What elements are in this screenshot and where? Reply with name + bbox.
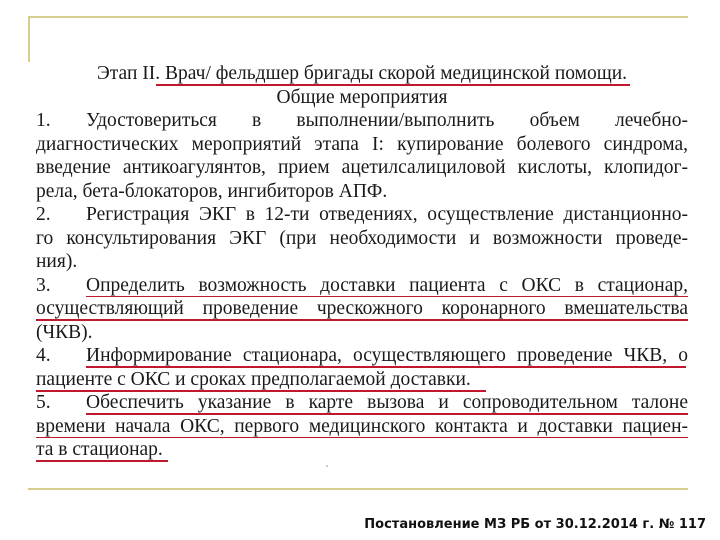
slide-frame-left-rule (28, 16, 30, 62)
heading-text: Этап II. Врач/ фельдшер бригады скорой медицинской помощи. (96, 63, 628, 84)
item-1-number: 1. (36, 110, 51, 131)
item-1-line-2: диагностических мероприятий этапа I: купирование болевого синдрома, (36, 133, 688, 155)
document-page (36, 62, 688, 462)
item-5-line-3: та в стационар. (36, 438, 688, 462)
item-4-line-2: пациенте с ОКС и сроках предполагаемой доставки. (36, 368, 688, 392)
item-2-line-2: го консультирования ЭКГ (при необходимости и возможности проведе- (36, 227, 688, 249)
item-5-underline-3 (36, 460, 168, 462)
item-2-number: 2. (36, 204, 51, 225)
item-1-line-1: 1. Удостовериться в выполнении/выполнить объем лечебно- (36, 110, 688, 131)
item-5-number: 5. (36, 392, 51, 413)
item-5-line-1: 5. Обеспечить указание в карте вызова и сопроводительном талоне (36, 392, 688, 413)
item-4-line-1: 4. Информирование стационара, осуществляющего проведение ЧКВ, о (36, 345, 688, 366)
item-3-line-1: 3. Определить возможность доставки пациента с ОКС в стационар, (36, 274, 688, 296)
item-1-line-4: рела, бета-блокаторов, ингибиторов АПФ. (36, 180, 388, 202)
item-3-line-3: (ЧКВ). (36, 321, 93, 343)
document-subheading: Общие мероприятия (276, 86, 448, 108)
item-4-number: 4. (36, 345, 51, 366)
item-3-line-2: осуществляющий проведение чрескожного коронарного вмешательства (36, 298, 688, 319)
item-3-number: 3. (36, 274, 51, 296)
document-heading (36, 62, 688, 86)
footer-citation: Постановление МЗ РБ от 30.12.2014 г. № 117 (364, 517, 706, 532)
item-1-line-3: введение антикоагулянтов, прием ацетилсалициловой кислоты, клопидог- (36, 157, 688, 178)
item-5-line-2: времени начала ОКС, первого медицинского контакта и доставки пациен- (36, 415, 688, 437)
slide-frame-top-rule (28, 16, 688, 18)
slide-frame-bottom-rule (28, 488, 688, 490)
item-2-line-1: 2. Регистрация ЭКГ в 12-ти отведениях, осуществление дистанционно- (36, 204, 688, 225)
item-2-line-3: ния). (36, 251, 78, 272)
stray-dot (326, 465, 328, 467)
